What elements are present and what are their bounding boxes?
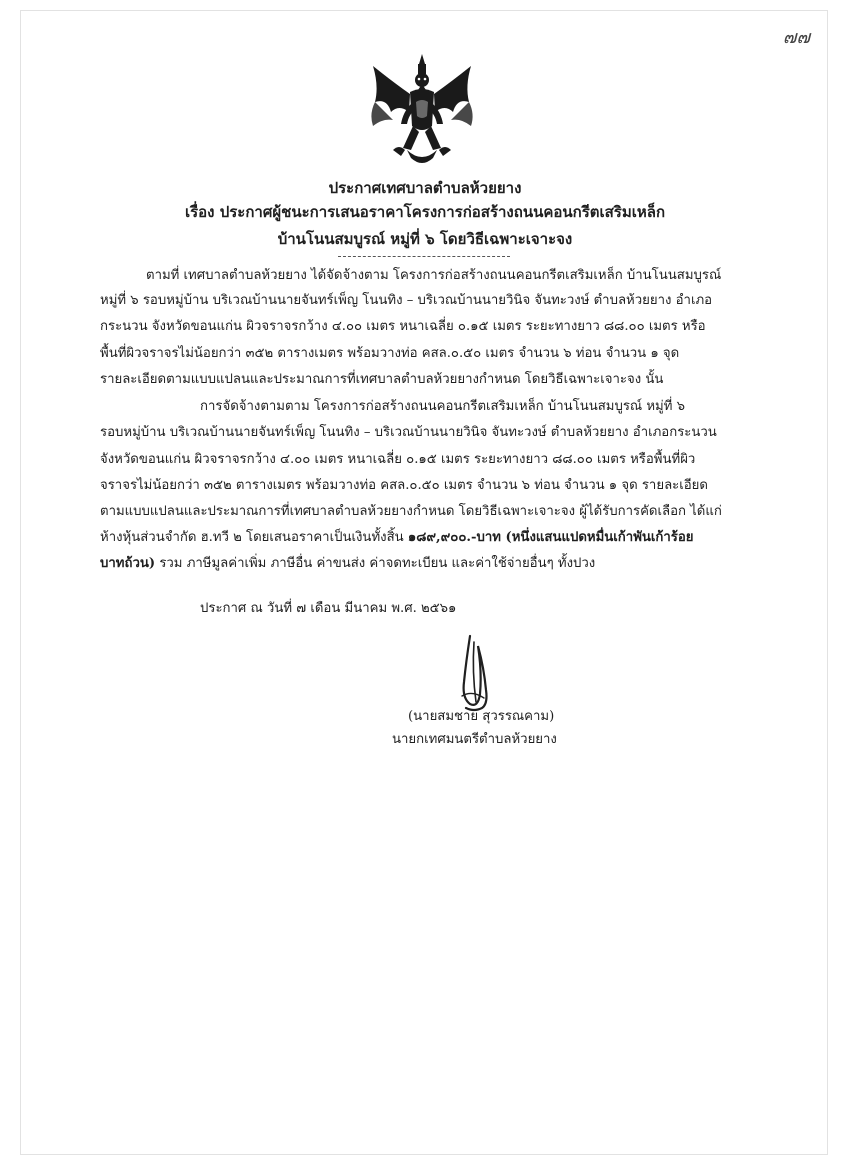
price-inclusions: รวม ภาษีมูลค่าเพิ่ม ภาษีอื่น ค่าขนส่ง ค่าจดทะเบียน และค่าใช้จ่ายอื่นๆ ทั้งปวง <box>155 556 596 571</box>
announcement-date: ประกาศ ณ วันที่ ๗ เดือน มีนาคม พ.ศ. ๒๕๖๑ <box>200 601 457 616</box>
paragraph-1-line: รายละเอียดตามแบบแปลนและประมาณการที่เทศบาลตำบลห้วยยางกำหนด โดยวิธีเฉพาะเจาะจง นั้น <box>100 372 664 387</box>
paragraph-2-line: ตามแบบแปลนและประมาณการที่เทศบาลตำบลห้วยยางกำหนด โดยวิธีเฉพาะเจาะจง ผู้ได้รับการคัดเลือก ได้แก่ <box>100 504 722 519</box>
paragraph-2-line: การจัดจ้างตามตาม โครงการก่อสร้างถนนคอนกรีตเสริมเหล็ก บ้านโนนสมบูรณ์ หมู่ที่ ๖ <box>200 399 685 414</box>
paragraph-1-line: พื้นที่ผิวจราจรไม่น้อยกว่า ๓๕๒ ตารางเมตร พร้อมวางท่อ คสล.๐.๕๐ เมตร จำนวน ๖ ท่อน จำนวน ๑ จุด <box>100 346 680 361</box>
heading-divider <box>338 256 510 257</box>
contract-price-words-end: บาทถ้วน) <box>100 556 156 571</box>
announcement-subject: เรื่อง ประกาศผู้ชนะการเสนอราคาโครงการก่อสร้างถนนคอนกรีตเสริมเหล็ก <box>184 203 666 221</box>
announcement-subject-continued: บ้านโนนสมบูรณ์ หมู่ที่ ๖ โดยวิธีเฉพาะเจาะจง <box>277 230 573 248</box>
paragraph-2-line: จราจรไม่น้อยกว่า ๓๕๒ ตารางเมตร พร้อมวางท่อ คสล.๐.๕๐ เมตร จำนวน ๖ ท่อน จำนวน ๑ จุด รายละเอียด <box>100 478 708 493</box>
signatory-title: นายกเทศมนตรีตำบลห้วยยาง <box>392 732 557 747</box>
page-number: ๗๗ <box>782 27 810 48</box>
contractor-and-price-intro: ห้างหุ้นส่วนจำกัด ฮ.ทวี ๒ โดยเสนอราคาเป็นเงินทั้งสิ้น <box>100 530 408 545</box>
signature <box>448 632 508 714</box>
signatory-name: (นายสมชาย สุวรรณคาม) <box>408 709 555 724</box>
garuda-emblem <box>363 52 481 170</box>
paragraph-2-line <box>100 555 595 573</box>
contract-price: ๑๘๙,๙๐๐.-บาท (หนึ่งแสนแปดหมื่นเก้าพันเก้าร้อย <box>407 530 694 545</box>
announcement-title: ประกาศเทศบาลตำบลห้วยยาง <box>328 179 522 197</box>
paragraph-1-line: หมู่ที่ ๖ รอบหมู่บ้าน บริเวณบ้านนายจันทร์เพ็ญ โนนทิง – บริเวณบ้านนายวินิจ จันทะวงษ์ ตำบลห้วยยาง อำเภอ <box>100 293 713 308</box>
paragraph-2-line: รอบหมู่บ้าน บริเวณบ้านนายจันทร์เพ็ญ โนนทิง – บริเวณบ้านนายวินิจ จันทะวงษ์ ตำบลห้วยยาง อำเภอกระนวน <box>100 425 717 440</box>
paragraph-1-line: กระนวน จังหวัดขอนแก่น ผิวจราจรกว้าง ๔.๐๐ เมตร หนาเฉลี่ย ๐.๑๕ เมตร ระยะทางยาว ๘๘.๐๐ เมตร หรือ <box>100 319 706 334</box>
paragraph-2-line <box>100 529 694 547</box>
paragraph-2-line: จังหวัดขอนแก่น ผิวจราจรกว้าง ๔.๐๐ เมตร หนาเฉลี่ย ๐.๑๕ เมตร ระยะทางยาว ๘๘.๐๐ เมตร หรือพื้นที่ผิว <box>100 452 696 467</box>
paragraph-1-line: ตามที่ เทศบาลตำบลห้วยยาง ได้จัดจ้างตาม โครงการก่อสร้างถนนคอนกรีตเสริมเหล็ก บ้านโนนสมบูรณ์ <box>146 268 722 283</box>
